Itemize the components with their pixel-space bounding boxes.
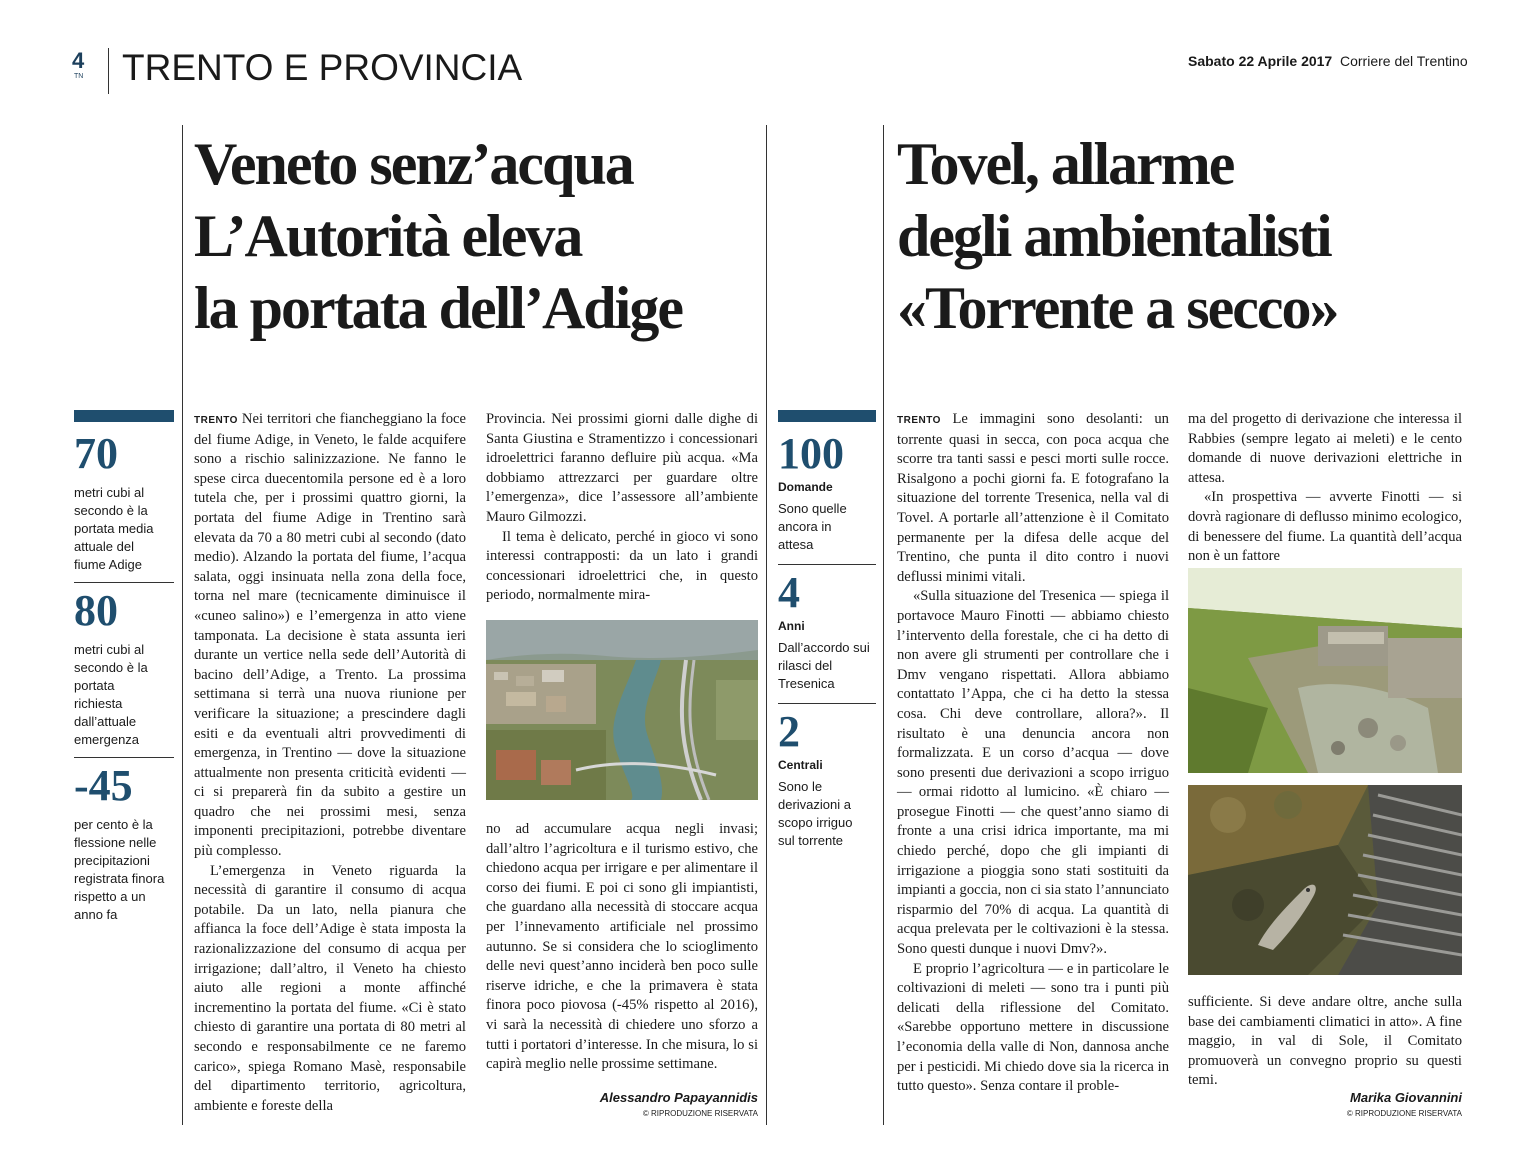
stat-value: -45: [74, 761, 133, 810]
column-rule: [182, 125, 183, 1125]
headline-line: Veneto senz’acqua: [194, 131, 633, 197]
column-rule: [766, 125, 767, 1125]
dead-fish-photo: [1188, 785, 1462, 975]
stat-unit: Anni: [778, 619, 805, 633]
stat-value: 80: [74, 586, 118, 635]
stat-unit: Centrali: [778, 758, 823, 772]
headline-line: la portata dell’Adige: [194, 275, 682, 341]
stat-bar: [74, 410, 174, 422]
headline-line: L’Autorità eleva: [194, 203, 582, 269]
paragraph: L’emergenza in Veneto riguarda la necessità di garantire il consumo di acqua potabile. Da un lato, nella pianura che affianca la foce dell’Adige è stata imposta la razionalizzazione del consumo di acqua per irrigazione; dall’altro, il Veneto ha chiesto aiuto alle regioni a monte affinché incrementino la portata del fiume. «Ci è stato chiesto di garantire una portata di 80 metri al secondo e responsabilmente ce ne faremo carico», spiega Romano Masè, responsabile del dipartimento territorio, agricoltura, ambiente e foreste della: [194, 862, 466, 1114]
article-left-column-2-top: [486, 410, 758, 606]
stat-value: 70: [74, 429, 118, 478]
headline-left: [194, 128, 764, 344]
paragraph: [897, 410, 1169, 587]
section-title: TRENTO E PROVINCIA: [122, 47, 523, 88]
paragraph: sufficiente. Si deve andare oltre, anche sulla base dei cambiamenti climatici in atto». A fine maggio, in val di Sole, il Comitato promuoverà un convegno proprio su questi temi.: [1188, 994, 1462, 1089]
stat-value: 4: [778, 568, 800, 617]
page-number: 4: [72, 48, 85, 73]
stat-label: metri cubi al secondo è la portata richiesta dall’attuale emergenza: [74, 642, 148, 747]
aerial-river-photo: [486, 620, 758, 800]
stream-illustration: [1188, 568, 1462, 773]
edition-code: TN: [74, 73, 84, 80]
stat-label: Sono le derivazioni a scopo irriguo sul torrente: [778, 779, 853, 848]
column-rule: [883, 125, 884, 1125]
paragraph: Il tema è delicato, perché in gioco vi sono interessi contrapposti: da un lato i grandi concessionari idroelettrici che, in questo periodo, normalmente mira-: [486, 528, 758, 604]
paragraph: Provincia. Nei prossimi giorni dalle dighe di Santa Giustina e Stramentizzo i concessionari idroelettrici faranno defluire più acqua. «Ma dobbiamo attrezzarci per guardare oltre l’emergenza», dice l’assessore all’ambiente Mauro Gilmozzi.: [486, 411, 758, 525]
stat-divider: [74, 757, 174, 758]
torrent-stream-photo: [1188, 568, 1462, 773]
aerial-river-illustration: [486, 620, 758, 800]
paragraph: «Sulla situazione del Tresenica — spiega il portavoce Mauro Finotti — abbiamo chiesto l’intervento della forestale, che ci ha detto di non avere gli strumenti per controllare che i Dmv vengano rispettati. Allora abbiamo contattato l’Appa, che ci ha detto la stessa cosa. Chi deve controllare, allora?». Il risultato è una denuncia ancora non formalizzata. E un corso d’acqua — dove sono presenti due derivazioni a scopo irriguo — ormai ridotto al lumicino. «È chiaro — prosegue Finotti — che quest’anno siamo di fronte a una crisi idrica importante, ma mi chiedo perché, dopo che gli impianti di irrigazione a pioggia sono stati sostituiti da impianti a goccia, non ci sia stato l’annunciato risparmio del 70% di acqua. La quantità di acqua prelevata per le coltivazioni è la stessa. Sono questi dunque i nuovi Dmv?».: [897, 588, 1169, 958]
stat-label: metri cubi al secondo è la portata media attuale del fiume Adige: [74, 485, 154, 572]
stat-label: per cento è la flessione nelle precipitazioni registrata finora rispetto a un anno fa: [74, 817, 165, 922]
paragraph: E proprio l’agricoltura — e in particolare le coltivazioni di meleti — sono tra i punti più delicati della riflessione del Comitato. «Sarebbe opportuno mettere in discussione l’economia della valle di Non, dannosa anche per i pesticidi. Mi chiedo dove sia la ricerca in tutto questo». Senza contare il proble-: [897, 960, 1169, 1095]
article-left-column-1: [194, 410, 466, 1116]
author-byline: Marika Giovannini: [1350, 1090, 1462, 1105]
issue-date: Sabato 22 Aprile 2017: [1188, 53, 1333, 69]
headline-right: [897, 128, 1497, 344]
stat-divider: [74, 582, 174, 583]
stat-value: 2: [778, 707, 800, 756]
article-right-column-2-top: [1188, 410, 1462, 567]
stat-bar: [778, 410, 876, 422]
masthead-divider: [108, 48, 109, 94]
paragraph: no ad accumulare acqua negli invasi; dall’altro l’agricoltura e il turismo estivo, che chiedono acqua per irrigare e per alimentare il corso dei fiumi. E poi ci sono gli impiantisti, che guardano alla necessità di stoccare acqua per l’innevamento artificiale nel prossimo autunno. Se si considera che lo scioglimento delle nevi quest’anno inciderà ben poco sulle riserve idriche, e che la primavera è stata finora poco piovosa (-45% rispetto al 2016), vi sarà la necessità di chiedere uno sforzo a tutti i portatori d’interesse. In che misura, lo si capirà meglio nelle prossime settimane.: [486, 821, 758, 1073]
paragraph-text: Le immagini sono desolanti: un torrente quasi in secca, con poca acqua che scorre tra tanti sassi e pesci morti sulle rocce. Risalgono a pochi giorni fa. E fotografano la situazione del torrente Tresenica, nella val di Tovel. A portarle all’attenzione è il Comitato permanente per la difesa delle acque del Trentino, che punta il dito contro i nuovi deflussi minimi vitali.: [897, 411, 1169, 585]
stats-sidebar-right: [778, 410, 876, 850]
stat-label: Dall’accordo sui rilasci del Tresenica: [778, 640, 870, 691]
kicker: TRENTO: [897, 415, 941, 426]
stat-divider: [778, 564, 876, 565]
headline-line: «Torrente a secco»: [897, 275, 1338, 341]
stat-divider: [778, 703, 876, 704]
headline-line: degli ambientalisti: [897, 203, 1331, 269]
stats-sidebar-left: [74, 410, 174, 924]
copyright-notice: © RIPRODUZIONE RISERVATA: [642, 1109, 758, 1118]
newspaper-name: Corriere del Trentino: [1340, 53, 1468, 69]
copyright-notice: © RIPRODUZIONE RISERVATA: [1346, 1109, 1462, 1118]
headline-line: Tovel, allarme: [897, 131, 1234, 197]
paragraph-text: Nei territori che fiancheggiano la foce del fiume Adige, in Veneto, le falde acquifere sono a rischio salinizzazione. Ne fanno le spese circa duecentomila persone ed è a loro tutela che, per i prossimi quattro giorni, la portata del fiume Adige in Trentino sarà elevata da 70 a 80 metri cubi al secondo (dato medio). Alzando la portata del fiume, l’acqua salata, oggi insinuata nella zona della foce, torna nel mare (tecnicamente diminuisce il «cuneo salino») e l’emergenza in atto viene tamponata. La decisione è stata assunta ieri durante un vertice nella sede dell’Autorità di bacino dell’Adige, a Trento. La prossima settimana si terrà una nuova riunione per verificare la situazione; a prescindere dagli esiti e da eventuali altri provvedimenti di emergenza, in Trentino — dove la situazione attualmente non presenta criticità evidenti — ci si preparerà fin da subito a gestire un quadro che nei prossimi mesi, senza imponenti precipitazioni, potrebbe diventare più complesso.: [194, 411, 466, 860]
fish-illustration: [1188, 785, 1462, 975]
article-left-column-2-bottom: [486, 820, 758, 1075]
stat-unit: Domande: [778, 480, 833, 494]
paragraph: [194, 410, 466, 862]
article-right-column-1: [897, 410, 1169, 1097]
article-right-column-2-bottom: [1188, 993, 1462, 1091]
paragraph: «In prospettiva — avverte Finotti — si dovrà ragionare di deflusso minimo ecologico, di benessere del fiume. La quantità dell’acqua non è un fattore: [1188, 489, 1462, 565]
author-byline: Alessandro Papayannidis: [599, 1090, 758, 1105]
dateline: [1188, 53, 1468, 69]
stat-label: Sono quelle ancora in attesa: [778, 501, 847, 552]
stat-value: 100: [778, 429, 844, 478]
kicker: TRENTO: [194, 415, 238, 426]
paragraph: ma del progetto di derivazione che interessa il Rabbies (sempre legato ai meleti) e le cento domande di nuove derivazioni elettriche in attesa.: [1188, 411, 1462, 486]
